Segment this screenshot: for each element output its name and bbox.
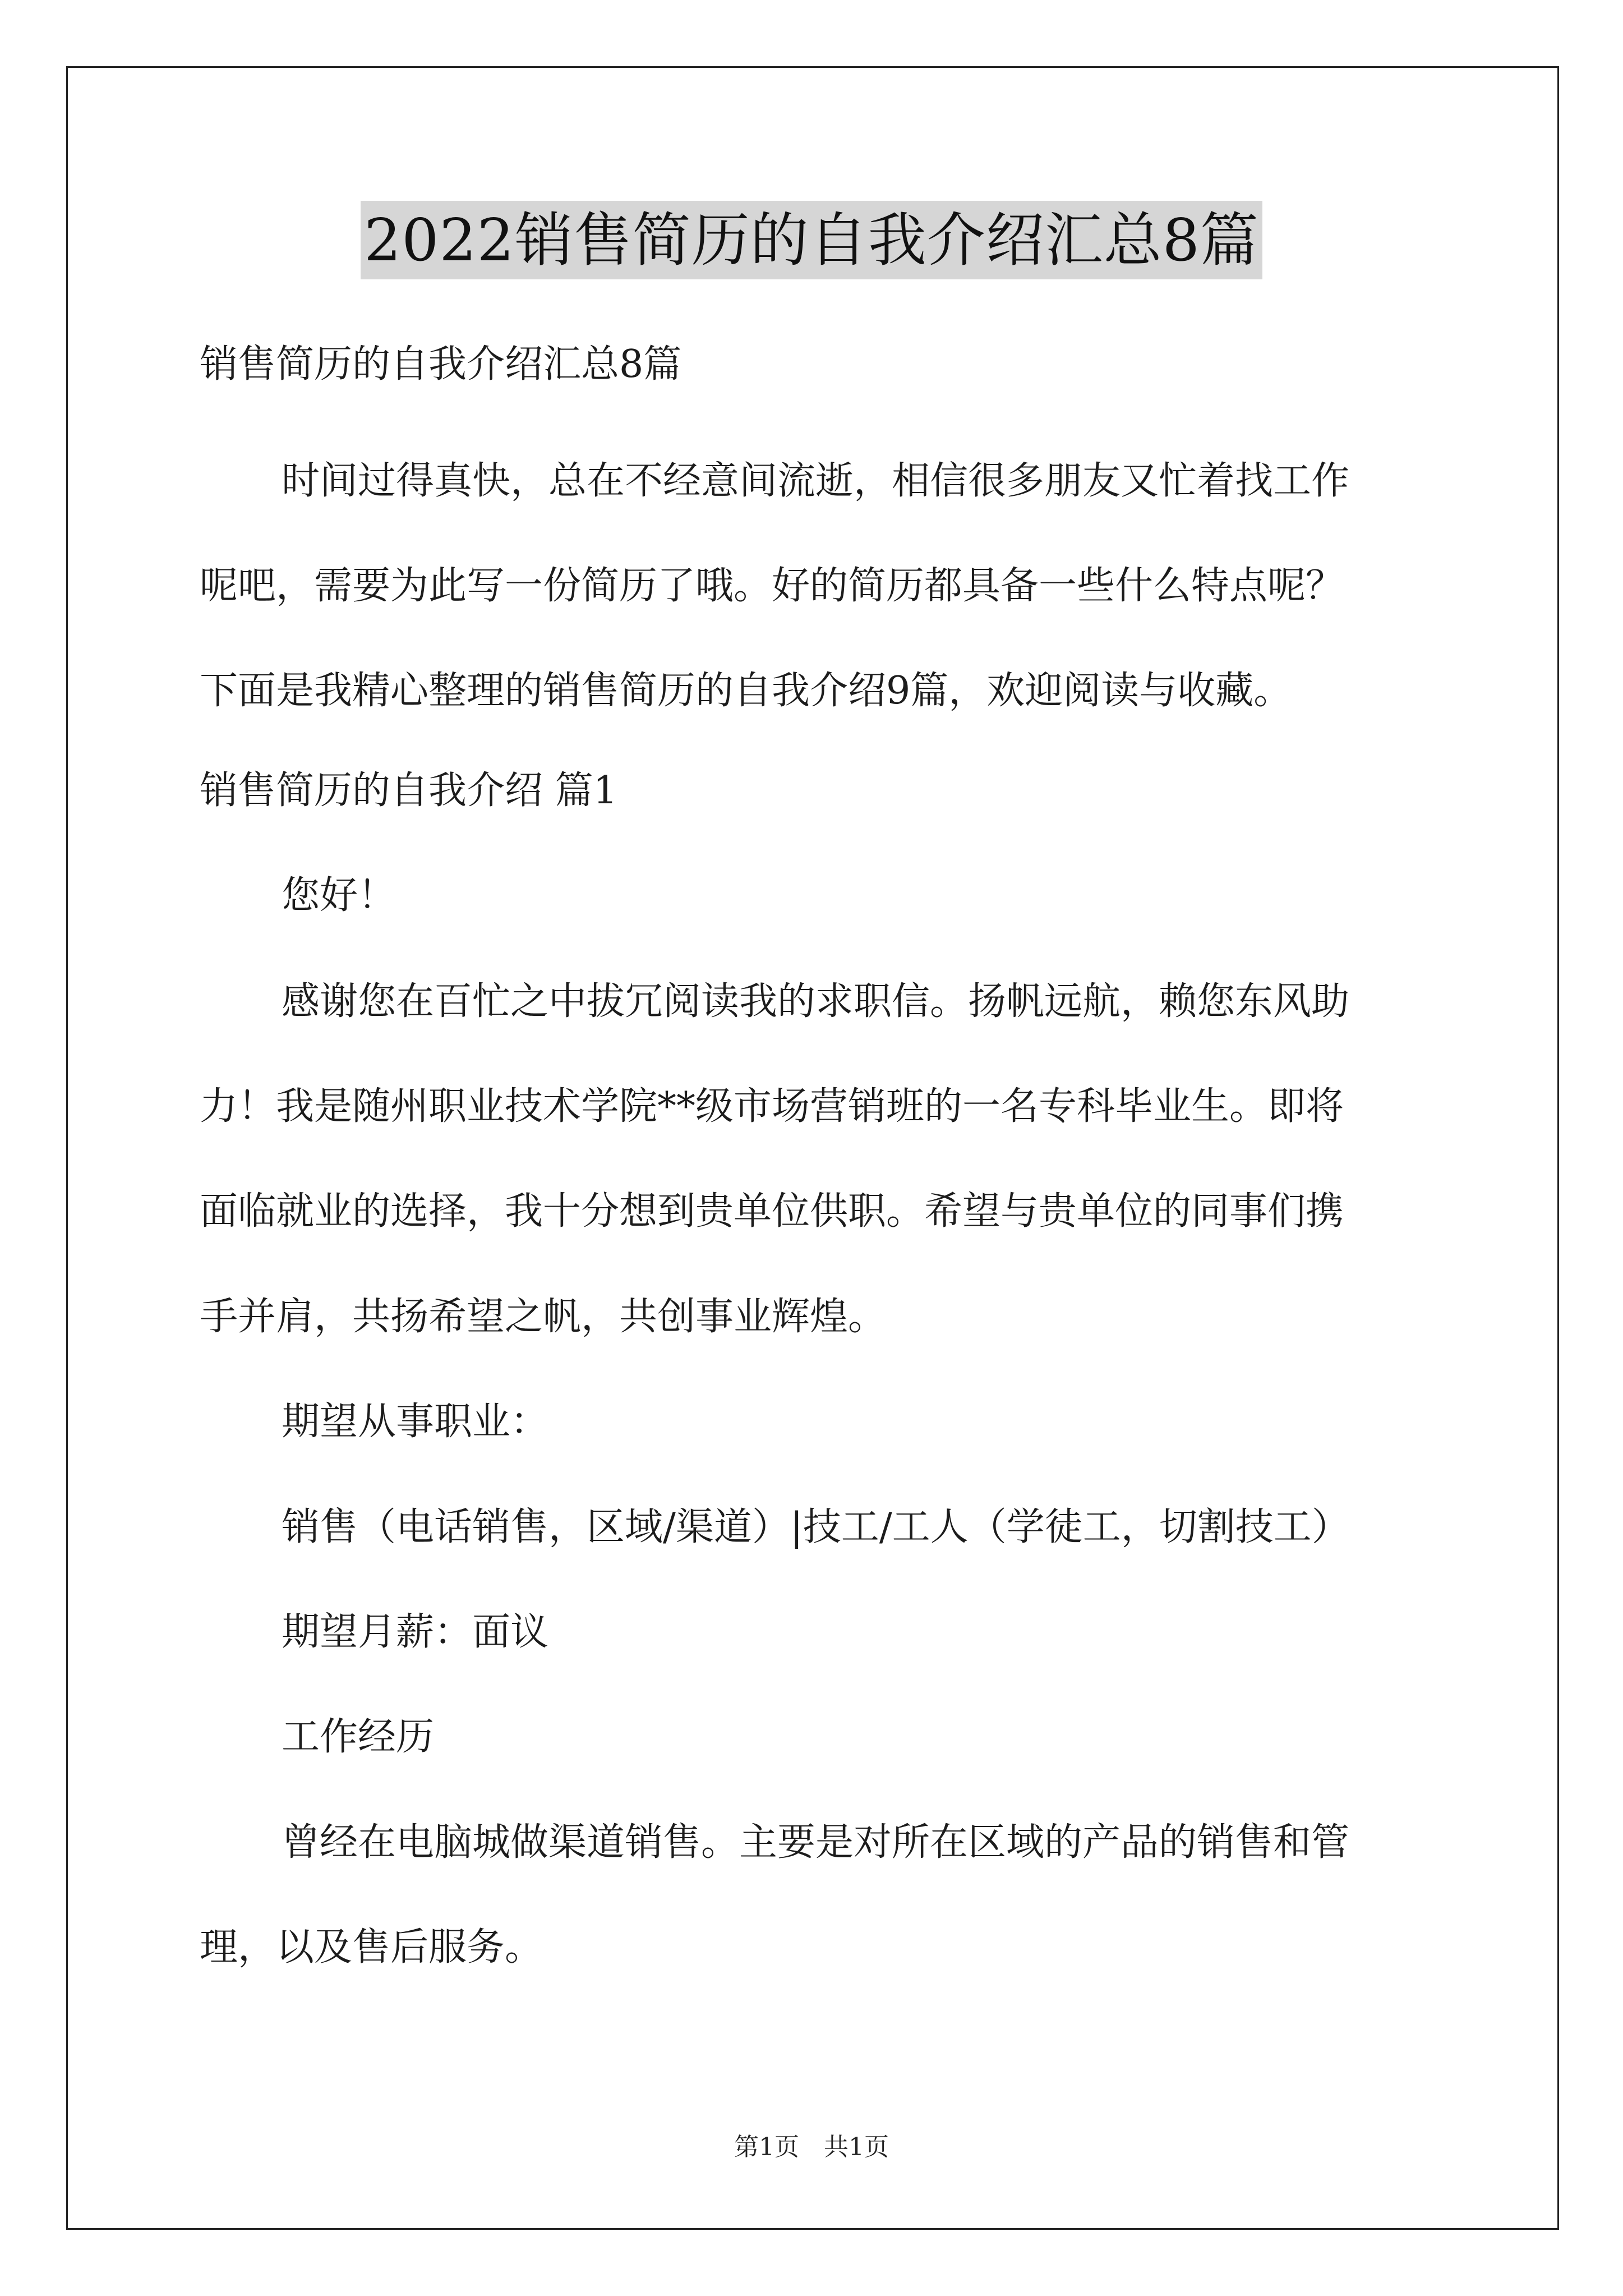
paragraph-line: 曾经在电脑城做渠道销售。主要是对所在区域的产品的销售和管 <box>282 1820 1350 1865</box>
paragraph-line: 手并肩，共扬希望之帆，共创事业辉煌。 <box>200 1295 887 1339</box>
paragraph-line: 期望从事职业： <box>282 1400 549 1444</box>
paragraph-line: 呢吧，需要为此写一份简历了哦。好的简历都具备一些什么特点呢？ <box>200 564 1344 608</box>
paragraph-line: 您好！ <box>282 873 396 918</box>
title-wrap <box>0 201 1623 279</box>
paragraph-line: 销售（电话销售，区域/渠道）|技工/工人（学徒工，切割技工） <box>282 1505 1350 1549</box>
paragraph-line: 工作经历 <box>282 1715 435 1759</box>
page-footer: 第1页 共1页 <box>734 2133 889 2161</box>
paragraph-line: 时间过得真快，总在不经意间流逝，相信很多朋友又忙着找工作 <box>282 459 1350 503</box>
document-title: 2022销售简历的自我介绍汇总8篇 <box>361 201 1262 279</box>
page-border <box>66 66 1559 2230</box>
paragraph-line: 力！我是随州职业技术学院**级市场营销班的一名专科毕业生。即将 <box>200 1084 1344 1129</box>
paragraph-line: 感谢您在百忙之中拔冗阅读我的求职信。扬帆远航，赖您东风助 <box>282 979 1350 1024</box>
paragraph-line: 理，以及售后服务。 <box>200 1925 543 1970</box>
paragraph-line: 期望月薪：面议 <box>282 1610 549 1654</box>
paragraph-line: 销售简历的自我介绍汇总8篇 <box>200 342 682 386</box>
paragraph-line: 下面是我精心整理的销售简历的自我介绍9篇，欢迎阅读与收藏。 <box>200 669 1292 713</box>
paragraph-line: 销售简历的自我介绍 篇1 <box>200 769 617 813</box>
paragraph-line: 面临就业的选择，我十分想到贵单位供职。希望与贵单位的同事们携 <box>200 1189 1344 1234</box>
